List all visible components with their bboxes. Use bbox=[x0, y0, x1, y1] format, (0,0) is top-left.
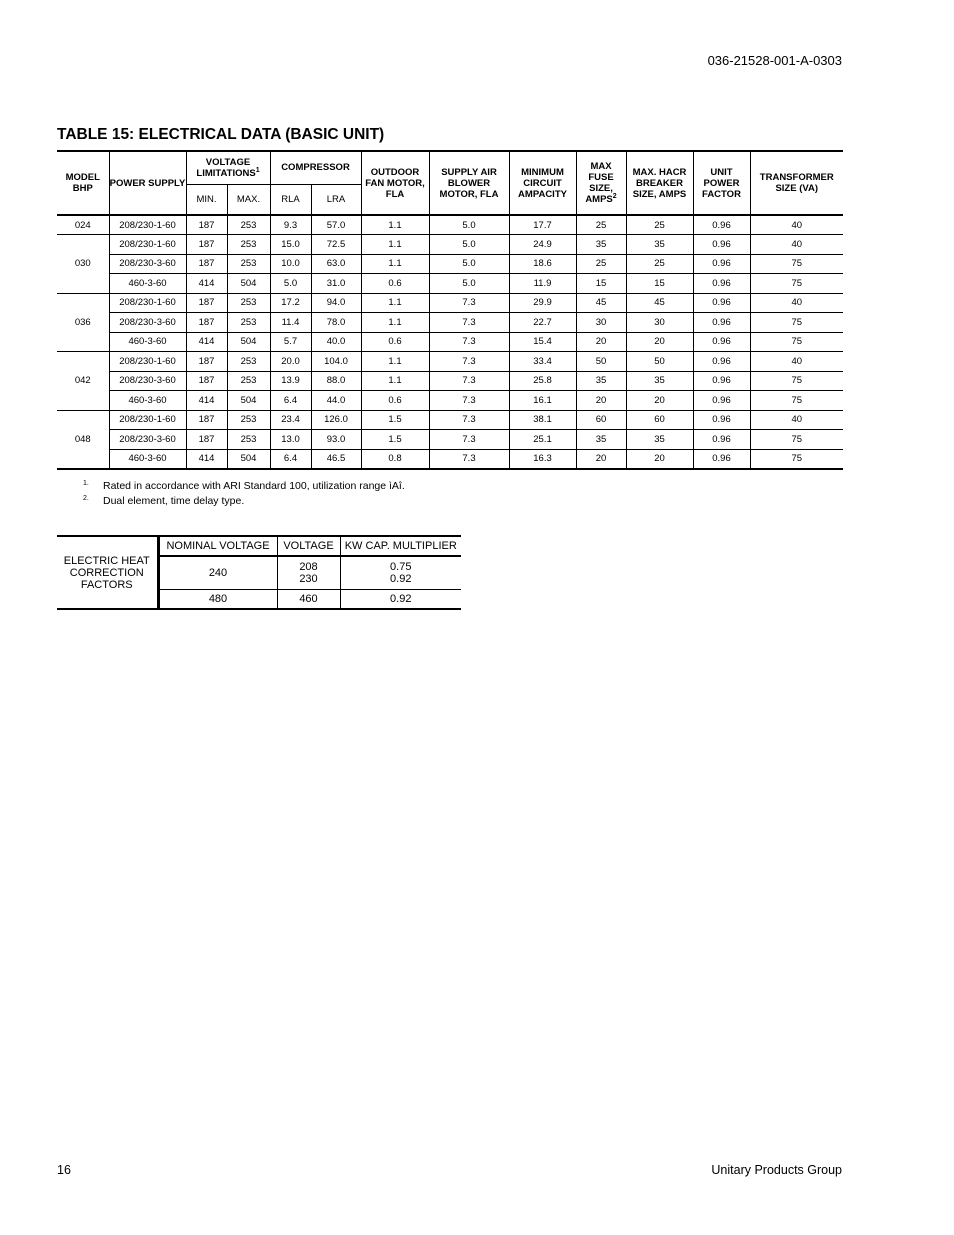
outdoor-fan-fla-cell: 1.1 bbox=[361, 313, 429, 333]
transformer-va-cell: 40 bbox=[750, 215, 843, 235]
rla-cell: 5.0 bbox=[270, 274, 311, 294]
max-hacr-cell: 20 bbox=[626, 449, 693, 469]
transformer-va-cell: 40 bbox=[750, 235, 843, 255]
lra-cell: 46.5 bbox=[311, 449, 361, 469]
max-hacr-cell: 15 bbox=[626, 274, 693, 294]
max-fuse-cell: 45 bbox=[576, 293, 626, 313]
max-fuse-cell: 35 bbox=[576, 430, 626, 450]
lra-cell: 72.5 bbox=[311, 235, 361, 255]
transformer-va-cell: 75 bbox=[750, 449, 843, 469]
lra-cell: 40.0 bbox=[311, 332, 361, 352]
table-title: TABLE 15: ELECTRICAL DATA (BASIC UNIT) bbox=[57, 126, 385, 143]
header-power-supply: POWER SUPPLY bbox=[109, 151, 186, 215]
header-transformer: TRANSFORMER SIZE (VA) bbox=[750, 151, 843, 215]
transformer-va-cell: 75 bbox=[750, 254, 843, 274]
lra-cell: 104.0 bbox=[311, 352, 361, 372]
max-fuse-cell: 20 bbox=[576, 391, 626, 411]
max-fuse-cell: 35 bbox=[576, 235, 626, 255]
table-row bbox=[57, 391, 843, 411]
outdoor-fan-fla-cell: 1.1 bbox=[361, 293, 429, 313]
footnote-text: Dual element, time delay type. bbox=[103, 495, 245, 507]
table-row bbox=[57, 215, 843, 235]
power-factor-cell: 0.96 bbox=[693, 254, 750, 274]
outdoor-fan-fla-cell: 1.1 bbox=[361, 254, 429, 274]
min-circuit-ampacity-cell: 29.9 bbox=[509, 293, 576, 313]
volt-max-cell: 504 bbox=[227, 391, 270, 411]
heat-header-voltage: VOLTAGE bbox=[277, 536, 340, 556]
heat-multiplier-value: 0.75 bbox=[390, 560, 412, 573]
max-hacr-cell: 20 bbox=[626, 332, 693, 352]
table-row bbox=[57, 352, 843, 372]
heat-multiplier-value: 0.92 bbox=[390, 572, 412, 585]
max-hacr-cell: 60 bbox=[626, 410, 693, 430]
footnote-ref-2: 2 bbox=[612, 192, 617, 200]
blower-fla-cell: 7.3 bbox=[429, 371, 509, 391]
transformer-va-cell: 40 bbox=[750, 293, 843, 313]
volt-max-cell: 253 bbox=[227, 430, 270, 450]
header-min-circuit: MINIMUM CIRCUIT AMPACITY bbox=[509, 151, 576, 215]
blower-fla-cell: 7.3 bbox=[429, 332, 509, 352]
power-supply-cell: 460-3-60 bbox=[109, 391, 186, 411]
power-factor-cell: 0.96 bbox=[693, 449, 750, 469]
min-circuit-ampacity-cell: 11.9 bbox=[509, 274, 576, 294]
rla-cell: 15.0 bbox=[270, 235, 311, 255]
volt-max-cell: 504 bbox=[227, 332, 270, 352]
transformer-va-cell: 75 bbox=[750, 313, 843, 333]
header-max-fuse-text: MAX FUSE SIZE, AMPS bbox=[585, 161, 614, 205]
max-hacr-cell: 50 bbox=[626, 352, 693, 372]
header-supply-blower: SUPPLY AIR BLOWER MOTOR, FLA bbox=[429, 151, 509, 215]
table-row bbox=[57, 430, 843, 450]
outdoor-fan-fla-cell: 1.1 bbox=[361, 215, 429, 235]
min-circuit-ampacity-cell: 24.9 bbox=[509, 235, 576, 255]
heat-table-label: ELECTRIC HEAT CORRECTION FACTORS bbox=[57, 536, 158, 609]
footnote-2 bbox=[83, 495, 405, 510]
electrical-data-body bbox=[57, 215, 843, 469]
transformer-va-cell: 75 bbox=[750, 371, 843, 391]
max-fuse-cell: 15 bbox=[576, 274, 626, 294]
max-fuse-cell: 25 bbox=[576, 215, 626, 235]
rla-cell: 9.3 bbox=[270, 215, 311, 235]
max-fuse-cell: 30 bbox=[576, 313, 626, 333]
volt-max-cell: 504 bbox=[227, 274, 270, 294]
power-factor-cell: 0.96 bbox=[693, 391, 750, 411]
blower-fla-cell: 5.0 bbox=[429, 235, 509, 255]
min-circuit-ampacity-cell: 25.8 bbox=[509, 371, 576, 391]
lra-cell: 63.0 bbox=[311, 254, 361, 274]
outdoor-fan-fla-cell: 0.8 bbox=[361, 449, 429, 469]
blower-fla-cell: 5.0 bbox=[429, 254, 509, 274]
header-compressor: COMPRESSOR bbox=[270, 151, 361, 184]
volt-max-cell: 253 bbox=[227, 254, 270, 274]
volt-min-cell: 414 bbox=[186, 332, 227, 352]
volt-max-cell: 253 bbox=[227, 352, 270, 372]
header-min: MIN. bbox=[186, 184, 227, 215]
min-circuit-ampacity-cell: 17.7 bbox=[509, 215, 576, 235]
footnotes bbox=[83, 480, 405, 510]
blower-fla-cell: 7.3 bbox=[429, 449, 509, 469]
lra-cell: 126.0 bbox=[311, 410, 361, 430]
volt-min-cell: 414 bbox=[186, 274, 227, 294]
lra-cell: 78.0 bbox=[311, 313, 361, 333]
heat-nominal-240: 240 bbox=[158, 556, 277, 589]
blower-fla-cell: 7.3 bbox=[429, 293, 509, 313]
rla-cell: 17.2 bbox=[270, 293, 311, 313]
table-row bbox=[57, 371, 843, 391]
power-supply-cell: 460-3-60 bbox=[109, 449, 186, 469]
volt-max-cell: 253 bbox=[227, 215, 270, 235]
header-max: MAX. bbox=[227, 184, 270, 215]
power-factor-cell: 0.96 bbox=[693, 332, 750, 352]
rla-cell: 10.0 bbox=[270, 254, 311, 274]
heat-header-nominal-voltage: NOMINAL VOLTAGE bbox=[158, 536, 277, 556]
power-supply-cell: 208/230-1-60 bbox=[109, 352, 186, 372]
power-supply-cell: 208/230-1-60 bbox=[109, 215, 186, 235]
max-hacr-cell: 35 bbox=[626, 371, 693, 391]
max-hacr-cell: 45 bbox=[626, 293, 693, 313]
power-supply-cell: 208/230-1-60 bbox=[109, 235, 186, 255]
header-lra: LRA bbox=[311, 184, 361, 215]
blower-fla-cell: 7.3 bbox=[429, 410, 509, 430]
max-fuse-cell: 60 bbox=[576, 410, 626, 430]
volt-min-cell: 187 bbox=[186, 430, 227, 450]
volt-min-cell: 187 bbox=[186, 313, 227, 333]
volt-max-cell: 253 bbox=[227, 293, 270, 313]
power-supply-cell: 208/230-1-60 bbox=[109, 410, 186, 430]
min-circuit-ampacity-cell: 22.7 bbox=[509, 313, 576, 333]
lra-cell: 57.0 bbox=[311, 215, 361, 235]
max-hacr-cell: 35 bbox=[626, 430, 693, 450]
rla-cell: 13.9 bbox=[270, 371, 311, 391]
power-factor-cell: 0.96 bbox=[693, 430, 750, 450]
outdoor-fan-fla-cell: 1.5 bbox=[361, 410, 429, 430]
table-row bbox=[57, 410, 843, 430]
max-fuse-cell: 25 bbox=[576, 254, 626, 274]
model-cell: 036 bbox=[57, 293, 109, 352]
outdoor-fan-fla-cell: 1.5 bbox=[361, 430, 429, 450]
min-circuit-ampacity-cell: 16.3 bbox=[509, 449, 576, 469]
power-factor-cell: 0.96 bbox=[693, 352, 750, 372]
max-hacr-cell: 35 bbox=[626, 235, 693, 255]
heat-voltage-value: 208 bbox=[299, 560, 318, 573]
power-factor-cell: 0.96 bbox=[693, 371, 750, 391]
heat-voltage-value: 230 bbox=[299, 572, 318, 585]
min-circuit-ampacity-cell: 16.1 bbox=[509, 391, 576, 411]
header-outdoor-fan: OUTDOOR FAN MOTOR, FLA bbox=[361, 151, 429, 215]
outdoor-fan-fla-cell: 1.1 bbox=[361, 371, 429, 391]
blower-fla-cell: 5.0 bbox=[429, 215, 509, 235]
volt-min-cell: 187 bbox=[186, 352, 227, 372]
footer-brand: Unitary Products Group bbox=[711, 1163, 842, 1177]
model-cell: 042 bbox=[57, 352, 109, 411]
volt-min-cell: 414 bbox=[186, 449, 227, 469]
outdoor-fan-fla-cell: 1.1 bbox=[361, 235, 429, 255]
min-circuit-ampacity-cell: 38.1 bbox=[509, 410, 576, 430]
volt-min-cell: 187 bbox=[186, 293, 227, 313]
power-supply-cell: 208/230-3-60 bbox=[109, 254, 186, 274]
heat-multiplier-value: 0.92 bbox=[340, 589, 461, 609]
rla-cell: 20.0 bbox=[270, 352, 311, 372]
model-cell: 024 bbox=[57, 215, 109, 235]
power-factor-cell: 0.96 bbox=[693, 235, 750, 255]
outdoor-fan-fla-cell: 0.6 bbox=[361, 391, 429, 411]
model-cell: 030 bbox=[57, 235, 109, 294]
outdoor-fan-fla-cell: 0.6 bbox=[361, 332, 429, 352]
outdoor-fan-fla-cell: 1.1 bbox=[361, 352, 429, 372]
volt-min-cell: 187 bbox=[186, 410, 227, 430]
table-row bbox=[57, 293, 843, 313]
footnote-1 bbox=[83, 480, 405, 495]
transformer-va-cell: 75 bbox=[750, 430, 843, 450]
rla-cell: 23.4 bbox=[270, 410, 311, 430]
heat-nominal-480: 480 bbox=[158, 589, 277, 609]
header-power-factor: UNIT POWER FACTOR bbox=[693, 151, 750, 215]
volt-max-cell: 253 bbox=[227, 371, 270, 391]
max-hacr-cell: 25 bbox=[626, 254, 693, 274]
max-fuse-cell: 50 bbox=[576, 352, 626, 372]
rla-cell: 5.7 bbox=[270, 332, 311, 352]
volt-max-cell: 253 bbox=[227, 313, 270, 333]
volt-max-cell: 253 bbox=[227, 410, 270, 430]
blower-fla-cell: 7.3 bbox=[429, 313, 509, 333]
footnote-text: Rated in accordance with ARI Standard 100, utilization range ìAî. bbox=[103, 480, 405, 492]
max-hacr-cell: 30 bbox=[626, 313, 693, 333]
volt-min-cell: 414 bbox=[186, 391, 227, 411]
heat-header-multiplier: KW CAP. MULTIPLIER bbox=[340, 536, 461, 556]
footnote-number: 1. bbox=[83, 480, 89, 487]
table-row bbox=[57, 449, 843, 469]
blower-fla-cell: 7.3 bbox=[429, 391, 509, 411]
max-fuse-cell: 20 bbox=[576, 332, 626, 352]
table-row bbox=[57, 254, 843, 274]
power-factor-cell: 0.96 bbox=[693, 313, 750, 333]
power-factor-cell: 0.96 bbox=[693, 274, 750, 294]
page-number: 16 bbox=[57, 1163, 71, 1177]
document-number: 036-21528-001-A-0303 bbox=[707, 53, 842, 68]
max-hacr-cell: 25 bbox=[626, 215, 693, 235]
lra-cell: 88.0 bbox=[311, 371, 361, 391]
lra-cell: 94.0 bbox=[311, 293, 361, 313]
electric-heat-correction-table bbox=[57, 535, 461, 610]
transformer-va-cell: 40 bbox=[750, 410, 843, 430]
max-hacr-cell: 20 bbox=[626, 391, 693, 411]
min-circuit-ampacity-cell: 18.6 bbox=[509, 254, 576, 274]
table-row bbox=[57, 274, 843, 294]
footnote-ref-1: 1 bbox=[255, 166, 260, 174]
volt-min-cell: 187 bbox=[186, 235, 227, 255]
power-factor-cell: 0.96 bbox=[693, 215, 750, 235]
header-max-hacr: MAX. HACR BREAKER SIZE, AMPS bbox=[626, 151, 693, 215]
footnote-number: 2. bbox=[83, 495, 89, 502]
power-supply-cell: 460-3-60 bbox=[109, 332, 186, 352]
power-supply-cell: 208/230-3-60 bbox=[109, 313, 186, 333]
volt-min-cell: 187 bbox=[186, 215, 227, 235]
electrical-data-table bbox=[57, 150, 843, 470]
power-supply-cell: 208/230-3-60 bbox=[109, 371, 186, 391]
lra-cell: 31.0 bbox=[311, 274, 361, 294]
rla-cell: 13.0 bbox=[270, 430, 311, 450]
blower-fla-cell: 7.3 bbox=[429, 430, 509, 450]
power-supply-cell: 208/230-1-60 bbox=[109, 293, 186, 313]
min-circuit-ampacity-cell: 15.4 bbox=[509, 332, 576, 352]
header-model: MODEL BHP bbox=[57, 151, 109, 215]
outdoor-fan-fla-cell: 0.6 bbox=[361, 274, 429, 294]
header-voltage-limitations bbox=[186, 151, 270, 184]
header-max-fuse bbox=[576, 151, 626, 215]
heat-voltage-value: 460 bbox=[277, 589, 340, 609]
heat-multiplier-cell bbox=[340, 556, 461, 589]
transformer-va-cell: 40 bbox=[750, 352, 843, 372]
rla-cell: 6.4 bbox=[270, 449, 311, 469]
table-row bbox=[57, 313, 843, 333]
transformer-va-cell: 75 bbox=[750, 391, 843, 411]
volt-min-cell: 187 bbox=[186, 371, 227, 391]
lra-cell: 44.0 bbox=[311, 391, 361, 411]
heat-voltage-cell bbox=[277, 556, 340, 589]
min-circuit-ampacity-cell: 33.4 bbox=[509, 352, 576, 372]
lra-cell: 93.0 bbox=[311, 430, 361, 450]
transformer-va-cell: 75 bbox=[750, 332, 843, 352]
header-voltage-text: VOLTAGE LIMITATIONS bbox=[196, 156, 256, 179]
model-cell: 048 bbox=[57, 410, 109, 469]
power-factor-cell: 0.96 bbox=[693, 410, 750, 430]
volt-max-cell: 504 bbox=[227, 449, 270, 469]
max-fuse-cell: 20 bbox=[576, 449, 626, 469]
header-rla: RLA bbox=[270, 184, 311, 215]
rla-cell: 11.4 bbox=[270, 313, 311, 333]
volt-min-cell: 187 bbox=[186, 254, 227, 274]
rla-cell: 6.4 bbox=[270, 391, 311, 411]
min-circuit-ampacity-cell: 25.1 bbox=[509, 430, 576, 450]
power-supply-cell: 460-3-60 bbox=[109, 274, 186, 294]
max-fuse-cell: 35 bbox=[576, 371, 626, 391]
volt-max-cell: 253 bbox=[227, 235, 270, 255]
blower-fla-cell: 5.0 bbox=[429, 274, 509, 294]
power-factor-cell: 0.96 bbox=[693, 293, 750, 313]
power-supply-cell: 208/230-3-60 bbox=[109, 430, 186, 450]
table-row bbox=[57, 332, 843, 352]
blower-fla-cell: 7.3 bbox=[429, 352, 509, 372]
table-row bbox=[57, 235, 843, 255]
transformer-va-cell: 75 bbox=[750, 274, 843, 294]
